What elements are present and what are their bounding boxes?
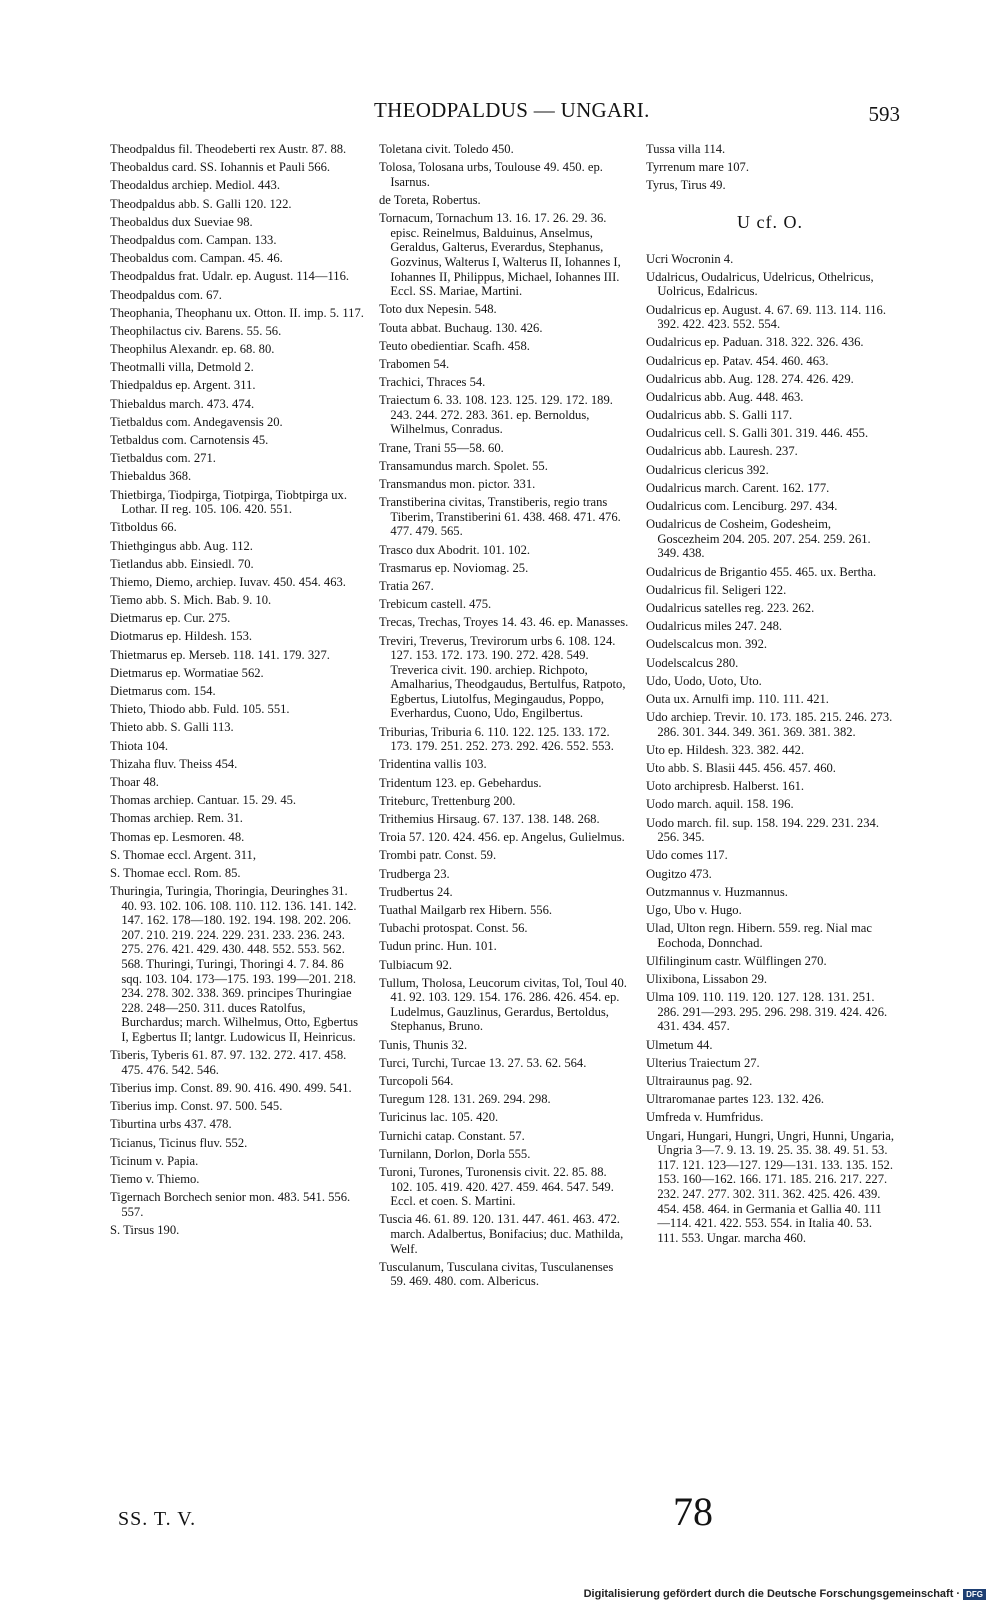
index-entry: Uto ep. Hildesh. 323. 382. 442. <box>646 742 805 757</box>
index-entry: Thuringia, Turingia, Thoringia, Deuringhes 31. 40. 93. 102. 106. 108. 110. 112. 136. 141. 142. 147. 162. 178—180. 192. 194. 198. 202. 206. 207. 210. 219. 224. 229. 231. 233. 236. 243. 275. 276. 421. 429. 430. 448. 552. 553. 562. 568. Thuringi, Turingi, Thoringi 4. 7. 84. 86 sqq. 103. 104. 173—175. 193. 199—201. 218. 234. 278. 302. 338. 369. principes Thuringiae 228. 248—250. 311. duces Ratolfus, Burchardus; march. Wilhelmus, Otto, Egbertus I, Egbertus II; lantgr. Ludowicus II, Heinricus. <box>110 884 359 1045</box>
index-entry: Thizaha fluv. Theiss 454. <box>110 756 238 771</box>
index-entry: Ugo, Ubo v. Hugo. <box>646 902 742 917</box>
index-entry: Oudalricus de Cosheim, Godesheim, Goscezheim 204. 205. 207. 254. 259. 261. 349. 438. <box>646 517 871 561</box>
index-entry: Dietmarus ep. Cur. 275. <box>110 611 231 626</box>
index-entry: Thieto, Thiodo abb. Fuld. 105. 551. <box>110 702 290 717</box>
index-entry: Oudalricus march. Carent. 162. 177. <box>646 480 830 495</box>
index-entry: Tiemo v. Thiemo. <box>110 1171 200 1186</box>
index-entry: S. Thomae eccl. Rom. 85. <box>110 865 241 880</box>
index-entry: Tigernach Borchech senior mon. 483. 541. 556. 557. <box>110 1190 351 1219</box>
index-entry: Oudalricus clericus 392. <box>646 462 769 477</box>
index-entry: Trebicum castell. 475. <box>379 597 492 612</box>
index-entry: Udo archiep. Trevir. 10. 173. 185. 215. 246. 273. 286. 301. 344. 349. 361. 369. 381. 382. <box>646 710 893 739</box>
index-entry: Trombi patr. Const. 59. <box>379 848 497 863</box>
index-entry: Ultrairaunus pag. 92. <box>646 1074 753 1089</box>
index-entry: Toletana civit. Toledo 450. <box>379 142 514 156</box>
index-entry: Oudalricus cell. S. Galli 301. 319. 446. 455. <box>646 426 869 441</box>
index-entry: Tratia 267. <box>379 578 434 593</box>
index-column-right-top <box>646 142 894 193</box>
index-entry: Tiberis, Tyberis 61. 87. 97. 132. 272. 417. 458. 475. 476. 542. 546. <box>110 1048 347 1077</box>
index-entry: Thietbirga, Tiodpirga, Tiotpirga, Tiobtpirga ux. Lothar. II reg. 105. 106. 420. 551. <box>110 487 347 517</box>
index-entry: Theobaldus card. SS. Iohannis et Pauli 566. <box>110 160 331 175</box>
index-column-left <box>110 142 366 1241</box>
index-entry: Triburias, Triburia 6. 110. 122. 125. 133. 172. 173. 179. 251. 252. 273. 292. 426. 552. 553. <box>379 724 614 754</box>
index-entry: Tiburtina urbs 437. 478. <box>110 1117 232 1132</box>
index-entry: Oudalricus fil. Seligeri 122. <box>646 582 787 597</box>
index-entry: Thomas ep. Lesmoren. 48. <box>110 829 245 844</box>
index-entry: Thiebaldus 368. <box>110 469 192 484</box>
index-entry: Turnilann, Dorlon, Dorla 555. <box>379 1146 531 1161</box>
index-entry: Tubachi protospat. Const. 56. <box>379 921 528 936</box>
index-entry: Traiectum 6. 33. 108. 123. 125. 129. 172. 189. 243. 244. 272. 283. 361. ep. Bernoldus, Wilhelmus, Conradus. <box>379 393 613 437</box>
index-entry: Thiemo, Diemo, archiep. Iuvav. 450. 454. 463. <box>110 574 346 589</box>
running-header <box>0 98 1000 128</box>
index-entry: Tridentum 123. ep. Gebehardus. <box>379 775 542 790</box>
index-entry: Oudalricus abb. Aug. 448. 463. <box>646 389 804 404</box>
index-entry: Ougitzo 473. <box>646 866 712 881</box>
index-entry: Tussa villa 114. <box>646 142 726 156</box>
page-number: 593 <box>868 102 900 126</box>
index-entry: Trasmarus ep. Noviomag. 25. <box>379 560 529 575</box>
index-entry: S. Tirsus 190. <box>110 1222 180 1237</box>
index-entry: Thiebaldus march. 473. 474. <box>110 396 255 411</box>
index-entry: Theophilus Alexandr. ep. 68. 80. <box>110 342 275 357</box>
index-entry: Oudalricus ep. Paduan. 318. 322. 326. 436. <box>646 335 864 350</box>
index-entry: Udalricus, Oudalricus, Udelricus, Othelricus, Uolricus, Edalricus. <box>646 269 874 299</box>
index-entry: Thoar 48. <box>110 774 159 789</box>
index-entry: Ultraromanae partes 123. 132. 426. <box>646 1092 825 1107</box>
index-entry: Ulterius Traiectum 27. <box>646 1055 760 1070</box>
index-entry: Ungari, Hungari, Hungri, Ungri, Hunni, Ungaria, Ungria 3—7. 9. 13. 19. 25. 35. 38. 49. 51. 53. 117. 121. 123—127. 129—131. 133. 135. 152. 153. 160—162. 166. 171. 185. 216. 217. 227. 232. 247. 277. 302. 311. 362. 425. 426. 439. 454. 458. 464. in Germania et Gallia 40. 111—114. 421. 422. 553. 554. in Italia 40. 53. 111. 553. Ungar. marcha 460. <box>646 1128 894 1245</box>
index-column-middle <box>379 142 631 1293</box>
index-entry: Tusculanum, Tusculana civitas, Tusculanenses 59. 469. 480. com. Albericus. <box>379 1259 614 1289</box>
index-entry: Turcopoli 564. <box>379 1074 454 1089</box>
index-entry: Tunis, Thunis 32. <box>379 1037 468 1052</box>
index-entry: Turicinus lac. 105. 420. <box>379 1110 499 1125</box>
index-entry: Thieto abb. S. Galli 113. <box>110 720 234 735</box>
index-entry: Theophilactus civ. Barens. 55. 56. <box>110 323 282 338</box>
index-entry: Thietmarus ep. Merseb. 118. 141. 179. 327. <box>110 647 330 662</box>
index-entry: Tyrus, Tirus 49. <box>646 178 726 193</box>
index-entry: Oudalricus abb. Aug. 128. 274. 426. 429. <box>646 371 854 386</box>
index-entry: Ticianus, Ticinus fluv. 552. <box>110 1135 248 1150</box>
index-entry: Thomas archiep. Cantuar. 15. 29. 45. <box>110 793 297 808</box>
section-heading: U cf. O. <box>737 211 803 232</box>
dfg-logo: DFG <box>963 1589 986 1600</box>
index-entry: de Toreta, Robertus. <box>379 192 481 207</box>
index-entry: Tietbaldus com. 271. <box>110 451 216 466</box>
index-entry: Tietbaldus com. Andegavensis 20. <box>110 414 283 429</box>
index-entry: Trasco dux Abodrit. 101. 102. <box>379 542 531 557</box>
index-entry: Transtiberina civitas, Transtiberis, regio trans Tiberim, Transtiberini 61. 438. 468. 471. 476. 477. 479. 565. <box>379 495 621 539</box>
index-entry: Theodpaldus abb. S. Galli 120. 122. <box>110 196 292 211</box>
index-entry: Tiberius imp. Const. 89. 90. 416. 490. 499. 541. <box>110 1081 352 1095</box>
index-entry: Thomas archiep. Rem. 31. <box>110 811 243 826</box>
signature-mark: SS. T. V. <box>118 1508 197 1530</box>
index-entry: Uto abb. S. Blasii 445. 456. 457. 460. <box>646 761 836 776</box>
index-column-right-bottom <box>646 252 894 1246</box>
page-title: THEODPALDUS — UNGARI. <box>374 98 650 122</box>
sheet-number: 78 <box>673 1489 713 1534</box>
index-entry: Theophania, Theophanu ux. Otton. II. imp. 5. 117. <box>110 305 364 320</box>
index-entry: Ulixibona, Lissabon 29. <box>646 972 768 987</box>
digitization-credit <box>584 1588 986 1600</box>
index-entry: Tullum, Tholosa, Leucorum civitas, Tol, Toul 40. 41. 92. 103. 129. 154. 176. 286. 426. 454. ep. Ludelmus, Gauzlinus, Gerardus, Bertoldus, Stephanus, Bruno. <box>379 975 627 1034</box>
index-entry: Tridentina vallis 103. <box>379 757 487 772</box>
index-entry: Oudalricus ep. Patav. 454. 460. 463. <box>646 353 829 368</box>
index-entry: Transamundus march. Spolet. 55. <box>379 458 548 473</box>
index-entry: Theodpaldus com. 67. <box>110 287 222 302</box>
index-entry: Teuto obedientiar. Scafh. 458. <box>379 338 530 353</box>
index-entry: Theodpaldus com. Campan. 133. <box>110 232 277 247</box>
credit-text: Digitalisierung gefördert durch die Deutsche Forschungsgemeinschaft · <box>583 1588 961 1600</box>
index-entry: Tetbaldus com. Carnotensis 45. <box>110 433 269 447</box>
index-entry: Toto dux Nepesin. 548. <box>379 302 497 317</box>
index-entry: Oudalricus satelles reg. 223. 262. <box>646 600 815 615</box>
index-entry: Uodo march. fil. sup. 158. 194. 229. 231. 234. 256. 345. <box>646 815 879 845</box>
index-entry: Troia 57. 120. 424. 456. ep. Angelus, Gulielmus. <box>379 830 625 845</box>
index-entry: Uodelscalcus 280. <box>646 655 739 670</box>
index-entry: Turoni, Turones, Turonensis civit. 22. 85. 88. 102. 105. 419. 420. 427. 459. 464. 547. 549. Eccl. et coen. S. Martini. <box>379 1164 614 1209</box>
index-entry: Trudbertus 24. <box>379 884 453 899</box>
index-entry: Tiemo abb. S. Mich. Bab. 9. 10. <box>110 593 272 608</box>
index-entry: Uodo march. aquil. 158. 196. <box>646 797 794 812</box>
index-entry: Oudalricus ep. August. 4. 67. 69. 113. 114. 116. 392. 422. 423. 552. 554. <box>646 302 886 332</box>
index-entry: Theodpaldus fil. Theodeberti rex Austr. 87. 88. <box>110 142 347 156</box>
index-column-right <box>646 142 894 1249</box>
index-entry: Thiota 104. <box>110 738 169 753</box>
index-entry: Dietmarus ep. Wormatiae 562. <box>110 665 264 680</box>
index-entry: Trabomen 54. <box>379 356 450 371</box>
index-entry: Oudalricus abb. Lauresh. 237. <box>646 444 798 459</box>
index-entry: Tolosa, Tolosana urbs, Toulouse 49. 450. ep. Isarnus. <box>379 160 603 189</box>
index-entry: Outa ux. Arnulfi imp. 110. 111. 421. <box>646 691 829 706</box>
index-entry: Trachici, Thraces 54. <box>379 375 486 390</box>
index-entry: Theodaldus archiep. Mediol. 443. <box>110 178 280 193</box>
index-entry: Dietmarus com. 154. <box>110 684 216 699</box>
index-entry: Turegum 128. 131. 269. 294. 298. <box>379 1092 551 1107</box>
index-entry: Ulma 109. 110. 119. 120. 127. 128. 131. 251. 286. 291—293. 295. 296. 298. 319. 424. 426. 431. 434. 457. <box>646 990 888 1034</box>
index-entry: S. Thomae eccl. Argent. 311, <box>110 847 256 862</box>
index-entry: Theobaldus dux Sueviae 98. <box>110 214 253 229</box>
index-entry: Ulmetum 44. <box>646 1037 713 1052</box>
index-entry: Uoto archipresb. Halberst. 161. <box>646 779 805 794</box>
index-entry: Titboldus 66. <box>110 520 177 535</box>
index-entry: Oudalricus de Brigantio 455. 465. ux. Bertha. <box>646 564 877 579</box>
index-entry: Theobaldus com. Campan. 45. 46. <box>110 251 283 266</box>
index-entry: Thiedpaldus ep. Argent. 311. <box>110 378 256 393</box>
index-entry: Oudelscalcus mon. 392. <box>646 637 768 652</box>
index-entry: Tuathal Mailgarb rex Hibern. 556. <box>379 902 553 917</box>
index-entry: Treviri, Treverus, Trevirorum urbs 6. 108. 124. 127. 153. 172. 173. 190. 272. 428. 549. Treverica civit. 190. archiep. Richpoto, Amalharius, Theodgaudus, Bertulfus, Ratpoto, Egbertus, Liutolfus, Megingaudus, Poppo, Everhardus, Cuono, Udo, Engilbertus. <box>379 633 626 721</box>
index-entry: Turci, Turchi, Turcae 13. 27. 53. 62. 564. <box>379 1055 587 1070</box>
index-entry: Tiberius imp. Const. 97. 500. 545. <box>110 1099 283 1114</box>
index-entry: Tuscia 46. 61. 89. 120. 131. 447. 461. 463. 472. march. Adalbertus, Bonifacius; duc. Mathilda, Welf. <box>379 1212 624 1256</box>
index-entry: Udo comes 117. <box>646 848 728 863</box>
index-entry: Oudalricus abb. S. Galli 117. <box>646 408 793 423</box>
index-entry: Oudalricus com. Lenciburg. 297. 434. <box>646 499 838 513</box>
index-entry: Oudalricus miles 247. 248. <box>646 619 783 634</box>
index-entry: Ticinum v. Papia. <box>110 1153 199 1168</box>
index-entry: Ulfilinginum castr. Wülflingen 270. <box>646 953 827 968</box>
index-entry: Trane, Trani 55—58. 60. <box>379 440 504 455</box>
index-entry: Tudun princ. Hun. 101. <box>379 939 497 954</box>
index-entry: Trudberga 23. <box>379 866 450 881</box>
index-entry: Diotmarus ep. Hildesh. 153. <box>110 629 253 644</box>
index-entry: Theodpaldus frat. Udalr. ep. August. 114—116. <box>110 269 350 284</box>
index-entry: Udo, Uodo, Uoto, Uto. <box>646 673 762 688</box>
index-entry: Trecas, Trechas, Troyes 14. 43. 46. ep. Manasses. <box>379 615 629 630</box>
index-entry: Ulad, Ulton regn. Hibern. 559. reg. Nial mac Eochoda, Donnchad. <box>646 921 872 950</box>
index-entry: Thiethgingus abb. Aug. 112. <box>110 538 253 553</box>
index-entry: Trithemius Hirsaug. 67. 137. 138. 148. 268. <box>379 812 600 826</box>
index-entry: Triteburc, Trettenburg 200. <box>379 793 516 808</box>
index-entry: Outzmannus v. Huzmannus. <box>646 884 788 899</box>
index-entry: Tyrrenum mare 107. <box>646 160 749 175</box>
index-entry: Tietlandus abb. Einsiedl. 70. <box>110 556 254 571</box>
index-entry: Theotmalli villa, Detmold 2. <box>110 360 254 375</box>
index-entry: Tornacum, Tornachum 13. 16. 17. 26. 29. 36. episc. Reinelmus, Balduinus, Anselmus, Geraldus, Galterus, Everardus, Stephanus, Gozvinus, Walterus I, Walterus II, Iohannes I, Iohannes II, Philippus, Michael, Iohannes III. Eccl. SS. Mariae, Martini. <box>379 211 621 299</box>
index-entry: Transmandus mon. pictor. 331. <box>379 477 536 491</box>
index-entry: Tulbiacum 92. <box>379 957 453 972</box>
index-entry: Ucri Wocronin 4. <box>646 251 734 266</box>
index-entry: Turnichi catap. Constant. 57. <box>379 1128 525 1143</box>
index-entry: Umfreda v. Humfridus. <box>646 1110 764 1125</box>
index-entry: Touta abbat. Buchaug. 130. 426. <box>379 320 543 335</box>
